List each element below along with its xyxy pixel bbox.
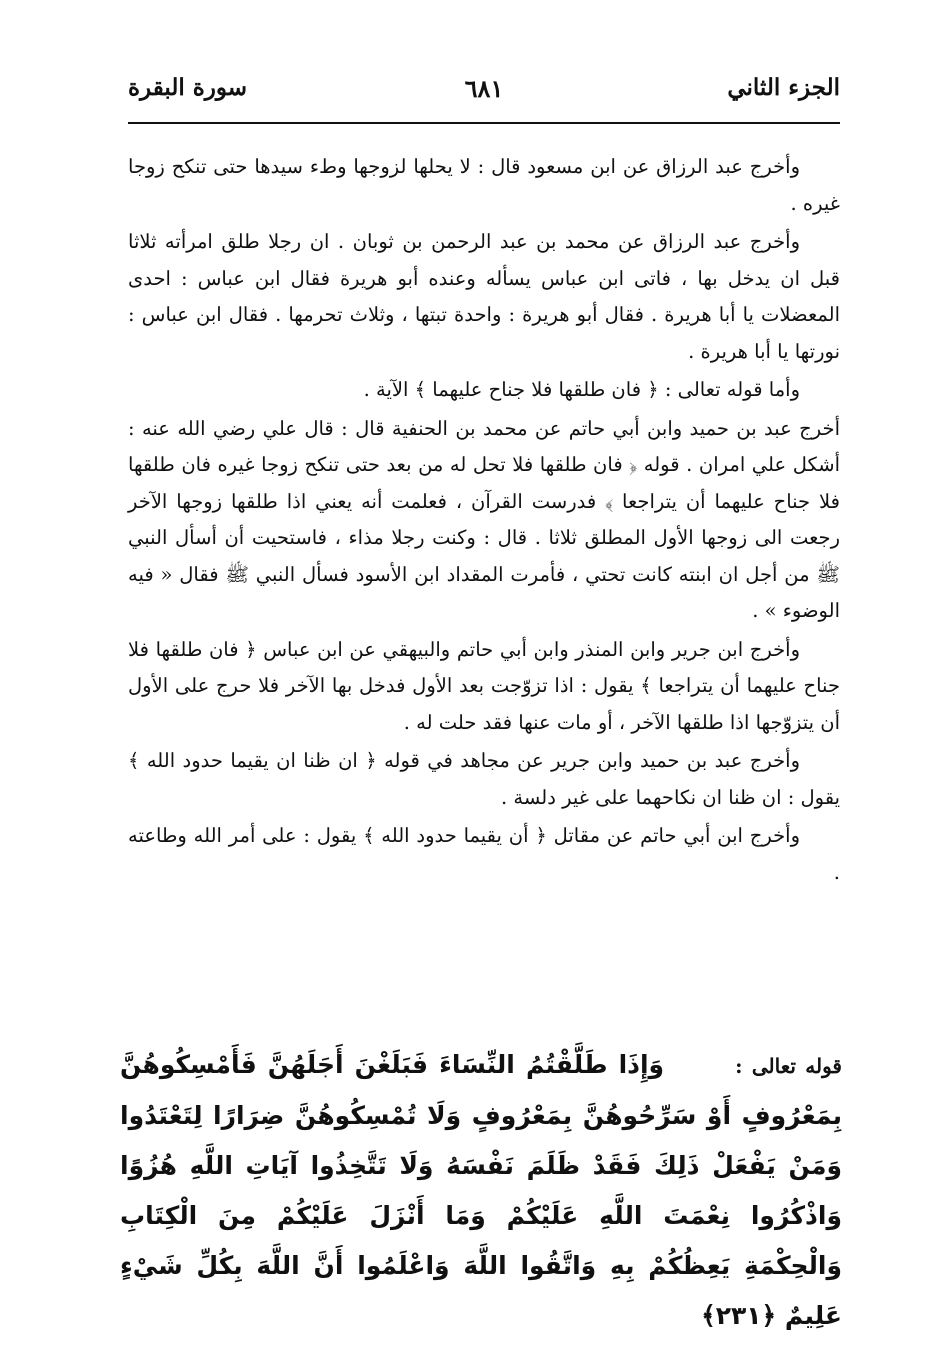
paragraph: وأخرج ابن جرير وابن المنذر وابن أبي حاتم والبيهقي عن ابن عباس ﴿ فان طلقها فلا جناح عليهما أن يتراجعا ﴾ يقول : اذا تزوّجت بعد الأول فدخل بها الآخر فلا حرج على الأول أن يتزوّجها اذا طلقها الآخر ، أو مات عنها فقد حلت له .: [128, 637, 840, 734]
quran-verse-block: [120, 1040, 842, 1341]
paragraph: وأما قوله تعالى : ﴿ فان طلقها فلا جناح عليهما ﴾ الآية .: [363, 378, 800, 401]
paragraph: وأخرج عبد الرزاق عن ابن مسعود قال : لا يحلها لزوجها وطء سيدها حتى تنكح زوجا غيره .: [128, 155, 840, 215]
verse-intro: قوله تعالى :: [735, 1054, 842, 1078]
verse-number: ﴿٢٣١﴾: [701, 1301, 777, 1330]
commentary-text: [128, 149, 840, 893]
paragraph: وأخرج عبد بن حميد وابن جرير عن مجاهد في قوله ﴿ ان ظنا ان يقيما حدود الله ﴾ يقول : ان ظنا ان نكاحهما على غير دلسة .: [128, 749, 840, 809]
verse-text: وَإِذَا طَلَّقْتُمُ النِّسَاءَ فَبَلَغْنَ أَجَلَهُنَّ فَأَمْسِكُوهُنَّ بِمَعْرُوفٍ أَوْ سَرِّحُوهُنَّ بِمَعْرُوفٍ وَلَا تُمْسِكُوهُنَّ ضِرَارًا لِتَعْتَدُوا وَمَنْ يَفْعَلْ ذَلِكَ فَقَدْ ظَلَمَ نَفْسَهُ وَلَا تَتَّخِذُوا آيَاتِ اللَّهِ هُزُوًا وَاذْكُرُوا نِعْمَتَ اللَّهِ عَلَيْكُمْ وَمَا أَنْزَلَ عَلَيْكُمْ مِنَ الْكِتَابِ وَالْحِكْمَةِ يَعِظُكُمْ بِهِ وَاتَّقُوا اللَّهَ وَاعْلَمُوا أَنَّ اللَّهَ بِكُلِّ شَيْءٍ عَلِيمٌ: [120, 1050, 842, 1330]
paragraph: أخرج عبد بن حميد وابن أبي حاتم عن محمد بن الحنفية قال : قال علي رضي الله عنه : أشكل علي امران . قوله ﴿ فان طلقها فلا تحل له من بعد حتى تنكح زوجا غيره فان طلقها فلا جناح عليهما أن يتراجعا ﴾ فدرست القرآن ، فعلمت أنه يعني اذا طلقها زوجها الآخر رجعت الى زوجها الأول المطلق ثلاثا . قال : وكنت رجلا مذاء ، فاستحيت أن أسأل النبي ﷺ من أجل ان ابنته كانت تحتي ، فأمرت المقداد ابن الأسود فسأل النبي ﷺ فقال « فيه الوضوء » .: [128, 416, 840, 622]
header-divider: [128, 122, 840, 124]
part-title: الجزء الثاني: [727, 74, 840, 101]
paragraph: وأخرج ابن أبي حاتم عن مقاتل ﴿ أن يقيما حدود الله ﴾ يقول : على أمر الله وطاعته .: [128, 824, 840, 884]
paragraph: وأخرج عبد الرزاق عن محمد بن عبد الرحمن بن ثوبان . ان رجلا طلق امرأته ثلاثا قبل ان يدخل بها ، فاتى ابن عباس يسأله وعنده أبو هريرة فقال ابن عباس : احدى المعضلات يا أبا هريرة . فقال أبو هريرة : واحدة تبتها ، وثلاث تحرمها . فقال ابن عباس : نورتها يا أبا هريرة .: [128, 230, 840, 363]
page-number: ٦٨١: [464, 74, 504, 103]
page-header: [128, 74, 840, 118]
surah-title: سورة البقرة: [128, 74, 248, 101]
